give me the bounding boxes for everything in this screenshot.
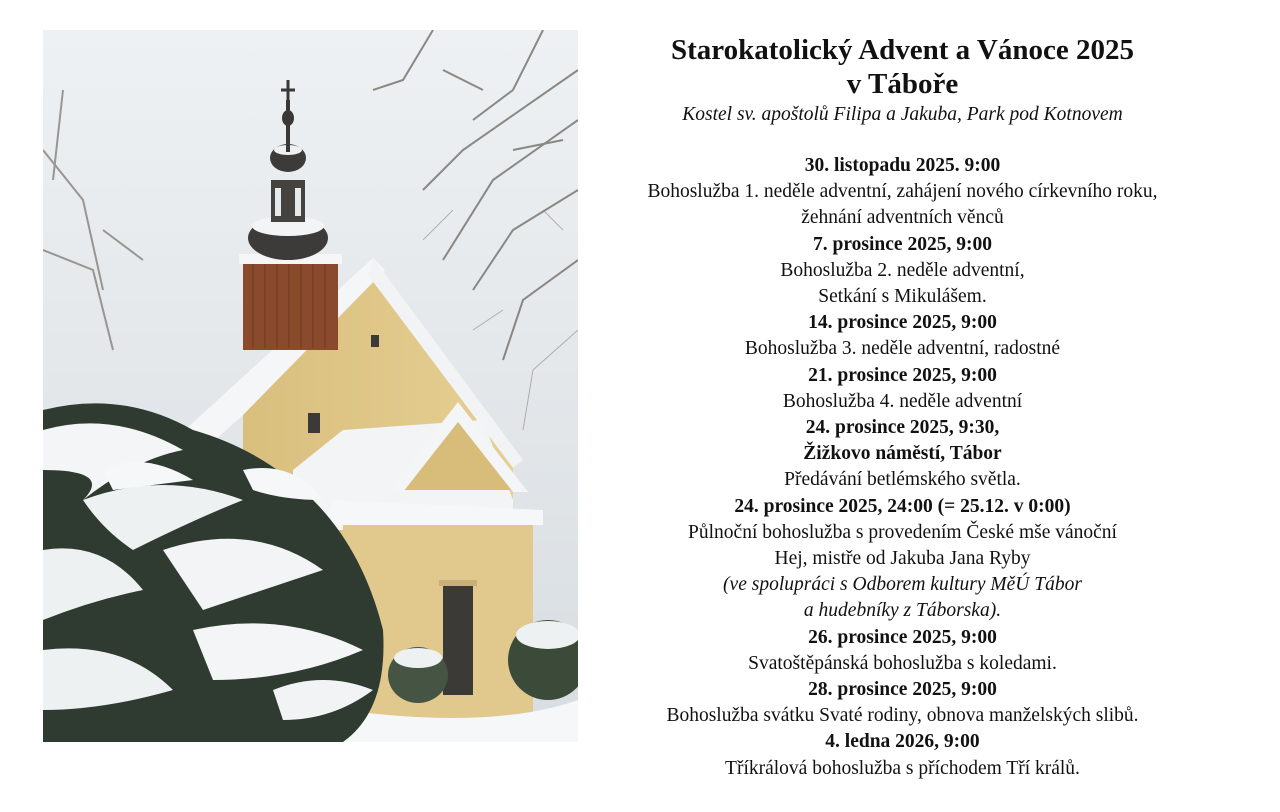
- event-date: 26. prosince 2025, 9:00: [808, 626, 997, 648]
- event-date: 7. prosince 2025, 9:00: [813, 233, 992, 255]
- venue-subtitle: Kostel sv. apoštolů Filipa a Jakuba, Park pod Kotnovem: [682, 104, 1123, 125]
- event-description: Bohoslužba 4. neděle adventní: [782, 390, 1023, 412]
- event-description: Bohoslužba 1. neděle adventní, zahájení nového církevního roku,: [647, 181, 1158, 203]
- event-description: žehnání adventních věnců: [801, 207, 1004, 229]
- event-description: Bohoslužba 3. neděle adventní, radostné: [744, 338, 1061, 360]
- event-description: Svatoštěpánská bohoslužba s koledami.: [748, 652, 1057, 674]
- event-description: Bohoslužba svátku Svaté rodiny, obnova manželských slibů.: [666, 705, 1139, 727]
- title-line-2: v Táboře: [846, 68, 959, 100]
- event-list: [585, 153, 1220, 782]
- event-date: 24. prosince 2025, 24:00 (= 25.12. v 0:00): [734, 495, 1071, 517]
- event-date: 28. prosince 2025, 9:00: [808, 679, 997, 701]
- event-description: Předávání betlémského světla.: [784, 469, 1021, 491]
- event-description: Tříkrálová bohoslužba s příchodem Tří králů.: [725, 757, 1080, 779]
- event-description: Setkání s Mikulášem.: [818, 286, 987, 308]
- event-date: 21. prosince 2025, 9:00: [808, 364, 997, 386]
- event-description: Bohoslužba 2. neděle adventní,: [780, 259, 1025, 281]
- church-photo: [43, 30, 578, 742]
- title-line-1: Starokatolický Advent a Vánoce 2025: [671, 34, 1134, 66]
- program-text: [585, 33, 1220, 782]
- event-note: (ve spolupráci s Odborem kultury MěÚ Tábor: [723, 574, 1082, 596]
- event-description: Půlnoční bohoslužba s provedením České mše vánoční: [688, 521, 1117, 543]
- event-date: 14. prosince 2025, 9:00: [808, 312, 997, 334]
- event-date: 24. prosince 2025, 9:30,: [805, 417, 1000, 439]
- event-location: Žižkovo náměstí, Tábor: [803, 443, 1002, 465]
- event-note: a hudebníky z Táborska).: [803, 600, 1002, 622]
- event-date: 4. ledna 2026, 9:00: [825, 731, 980, 753]
- page-title: [585, 33, 1220, 101]
- event-date: 30. listopadu 2025. 9:00: [804, 155, 1001, 176]
- event-description: Hej, mistře od Jakuba Jana Ryby: [774, 548, 1031, 570]
